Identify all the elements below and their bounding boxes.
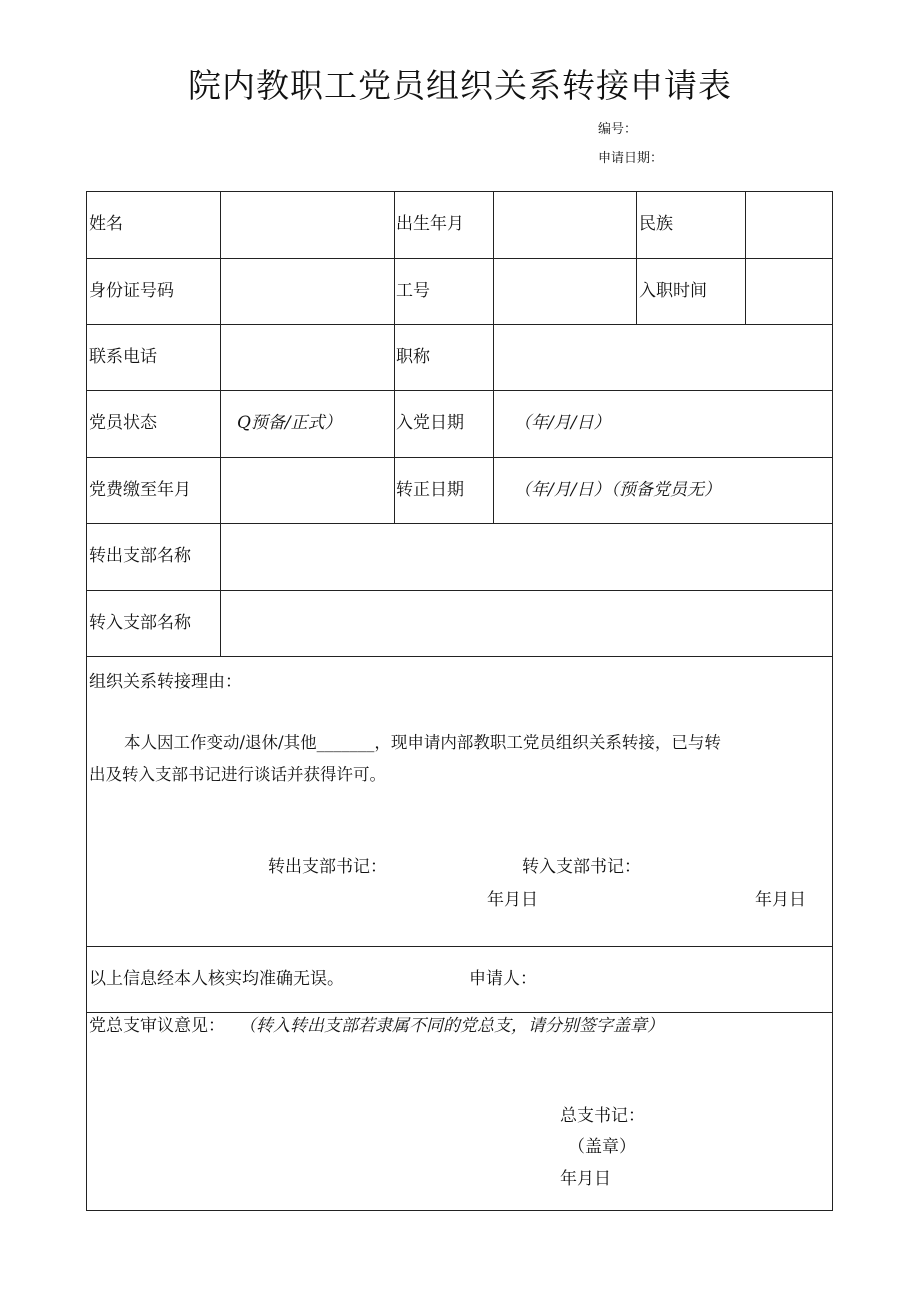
- birth-date-label: 出生年月: [396, 214, 464, 234]
- phone-label: 联系电话: [89, 347, 157, 367]
- row-divider: [86, 523, 833, 524]
- column-divider: [220, 191, 221, 656]
- serial-number-label: 编号：: [598, 122, 638, 137]
- row-divider: [86, 946, 833, 947]
- row-divider: [86, 258, 833, 259]
- hire-date-label: 入职时间: [639, 281, 707, 301]
- employee-number-label: 工号: [396, 281, 430, 301]
- column-divider: [636, 191, 637, 324]
- out-branch-label: 转出支部名称: [89, 546, 191, 566]
- table-border-top: [86, 191, 833, 192]
- id-number-label: 身份证号码: [89, 281, 174, 301]
- transfer-reason-text-line1: 本人因工作变动/退休/其他_______，现申请内部教职工党员组织关系转接，已与转: [124, 733, 721, 752]
- formal-date-label: 转正日期: [396, 480, 464, 500]
- name-label: 姓名: [89, 214, 123, 234]
- in-secretary-date: 年月日: [755, 890, 806, 910]
- row-divider: [86, 390, 833, 391]
- in-branch-label: 转入支部名称: [89, 613, 191, 633]
- table-border-bottom: [86, 1210, 833, 1211]
- general-branch-opinion-note: （转入转出支部若隶属不同的党总支，请分别签字盖章）: [239, 1016, 664, 1036]
- column-divider: [394, 191, 395, 523]
- out-secretary-date: 年月日: [487, 890, 538, 910]
- table-border-left: [86, 191, 87, 1211]
- general-secretary-date: 年月日: [560, 1169, 611, 1189]
- page-title: 院内教职工党员组织关系转接申请表: [188, 66, 732, 105]
- general-secretary-label: 总支书记：: [560, 1106, 645, 1126]
- transfer-reason-label: 组织关系转接理由：: [89, 672, 242, 692]
- member-status-hint: Q预备/正式）: [237, 413, 342, 433]
- column-divider: [745, 191, 746, 324]
- table-border-right: [832, 191, 833, 1211]
- applicant-label: 申请人：: [469, 969, 537, 989]
- formal-date-hint: （年/月/日）（预备党员无）: [514, 480, 721, 500]
- row-divider: [86, 656, 833, 657]
- member-status-label: 党员状态: [89, 413, 157, 433]
- transfer-reason-text-line2: 出及转入支部书记进行谈话并获得许可。: [89, 765, 386, 784]
- job-title-label: 职称: [396, 347, 430, 367]
- application-date-label: 申请日期：: [598, 151, 664, 166]
- in-branch-secretary-label: 转入支部书记：: [522, 857, 641, 877]
- general-branch-opinion-label: 党总支审议意见：: [89, 1016, 225, 1036]
- ethnicity-label: 民族: [639, 214, 673, 234]
- row-divider: [86, 457, 833, 458]
- column-divider: [493, 191, 494, 523]
- seal-label: （盖章）: [568, 1137, 636, 1157]
- row-divider: [86, 1012, 833, 1013]
- out-branch-secretary-label: 转出支部书记：: [268, 857, 387, 877]
- row-divider: [86, 324, 833, 325]
- confirmation-statement: 以上信息经本人核实均准确无误。: [89, 969, 344, 989]
- join-date-hint: （年/月/日）: [514, 413, 611, 433]
- join-date-label: 入党日期: [396, 413, 464, 433]
- fee-paid-until-label: 党费缴至年月: [89, 480, 191, 500]
- row-divider: [86, 590, 833, 591]
